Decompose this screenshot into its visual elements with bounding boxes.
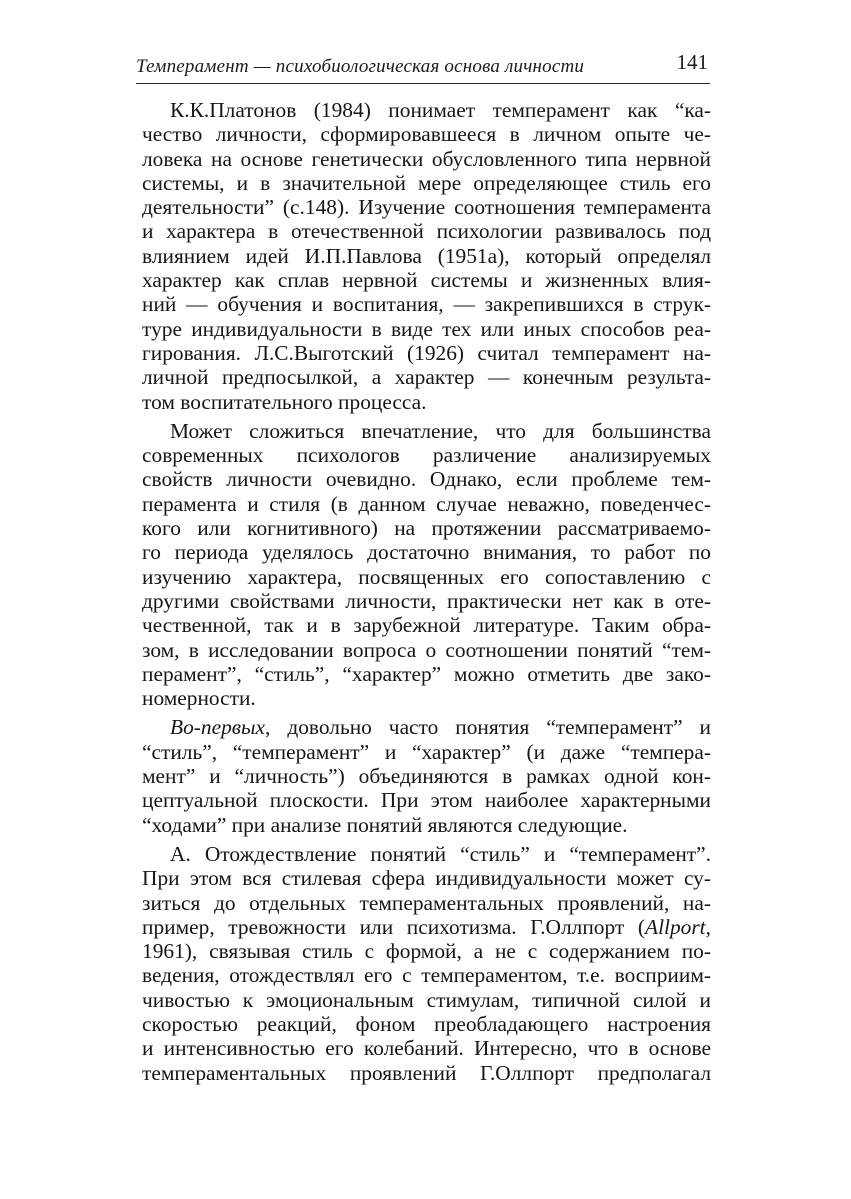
- paragraph-4: [142, 842, 711, 1085]
- text-line: кого или когнитивного) на протяжении рассматриваемо-: [142, 516, 711, 541]
- text-line: чество личности, сформировавшееся в личном опыте че-: [142, 122, 711, 147]
- page-number: 141: [676, 50, 708, 74]
- paragraph-2: [142, 419, 711, 711]
- text-line: и интенсивностью его колебаний. Интересно, что в основе: [142, 1036, 711, 1061]
- text-line: чественной, так и в зарубежной литературе. Таким обра-: [142, 613, 711, 638]
- text-line: системы, и в значительной мере определяющее стиль его: [142, 170, 711, 195]
- italic-lead: Во-первых: [170, 715, 266, 740]
- text-line: чивостью к эмоциональным стимулам, типичной силой и: [142, 987, 711, 1012]
- text-line: [142, 915, 711, 939]
- text-line: го периода уделялось достаточно внимания, то работ по: [142, 540, 711, 565]
- running-header-title: Темперамент — психобиологическая основа личности: [136, 56, 585, 77]
- text-line: скоростью реакций, фоном преобладающего настроения: [142, 1011, 711, 1036]
- text-line: зиться до отдельных темпераментальных проявлений, на-: [142, 890, 711, 915]
- text-line: другими свойствами личности, практически нет как в оте-: [142, 588, 711, 613]
- text-line: цептуальной плоскости. При этом наиболее характерными: [142, 788, 711, 813]
- italic-citation: Allport: [645, 914, 706, 939]
- text-line: перамента и стиля (в данном случае неважно, поведенчес-: [142, 491, 711, 516]
- text-line: [142, 715, 711, 739]
- text-fragment: , довольно часто понятия “темперамент” и: [265, 715, 711, 740]
- text-line: личной предпосылкой, а характер — конечным результа-: [142, 365, 711, 390]
- text-line: А. Отождествление понятий “стиль” и “темперамент”.: [170, 841, 711, 866]
- text-line: 1961), связывая стиль с формой, а не с содержанием по-: [142, 939, 711, 964]
- text-line: “ходами” при анализе понятий являются следующие.: [142, 812, 628, 837]
- text-line: изучению характера, посвященных его сопоставлению с: [142, 564, 711, 589]
- text-line: и характера в отечественной психологии развивалось под: [142, 219, 711, 244]
- text-line: ловека на основе генетически обусловленного типа нервной: [142, 146, 711, 171]
- text-line: Может сложиться впечатление, что для большинства: [170, 418, 711, 443]
- text-line: “стиль”, “темперамент” и “характер” (и даже “темпера-: [142, 739, 711, 764]
- text-line: К.К.Платонов (1984) понимает темперамент как “ка-: [170, 98, 711, 122]
- text-line: гирования. Л.С.Выготский (1926) считал темперамент на-: [142, 340, 711, 365]
- text-line: перамент”, “стиль”, “характер” можно отметить две зако-: [142, 661, 711, 686]
- text-fragment: ,: [705, 914, 711, 939]
- paragraph-3: [142, 715, 711, 836]
- text-line: туре индивидуальности в виде тех или иных способов реа-: [142, 316, 711, 341]
- text-line: номерности.: [142, 686, 256, 711]
- text-line: зом, в исследовании вопроса о соотношении понятий “тем-: [142, 637, 711, 662]
- text-line: деятельности” (с.148). Изучение соотношения темперамента: [142, 195, 711, 220]
- text-line: свойств личности очевидно. Однако, если проблеме тем-: [142, 467, 711, 492]
- text-line: темпераментальных проявлений Г.Оллпорт предполагал: [142, 1060, 711, 1085]
- text-line: мент” и “личность”) объединяются в рамках одной кон-: [142, 764, 711, 789]
- text-line: ний — обучения и воспитания, — закрепившихся в струк-: [142, 292, 711, 317]
- text-line: том воспитательного процесса.: [142, 389, 427, 414]
- text-line: характер как сплав нервной системы и жизненных влия-: [142, 268, 711, 293]
- text-line: современных психологов различение анализируемых: [142, 443, 711, 468]
- body-text: [142, 98, 711, 1085]
- text-line: влиянием идей И.П.Павлова (1951а), который определял: [142, 243, 711, 268]
- header-rule: [136, 83, 710, 84]
- paragraph-1: [142, 98, 711, 414]
- text-line: При этом вся стилевая сфера индивидуальности может су-: [142, 866, 711, 891]
- running-header: [136, 48, 710, 84]
- text-line: ведения, отождествлял его с темпераментом, т.е. восприим-: [142, 963, 711, 988]
- text-fragment: пример, тревожности или психотизма. Г.Оллпорт (: [142, 914, 646, 939]
